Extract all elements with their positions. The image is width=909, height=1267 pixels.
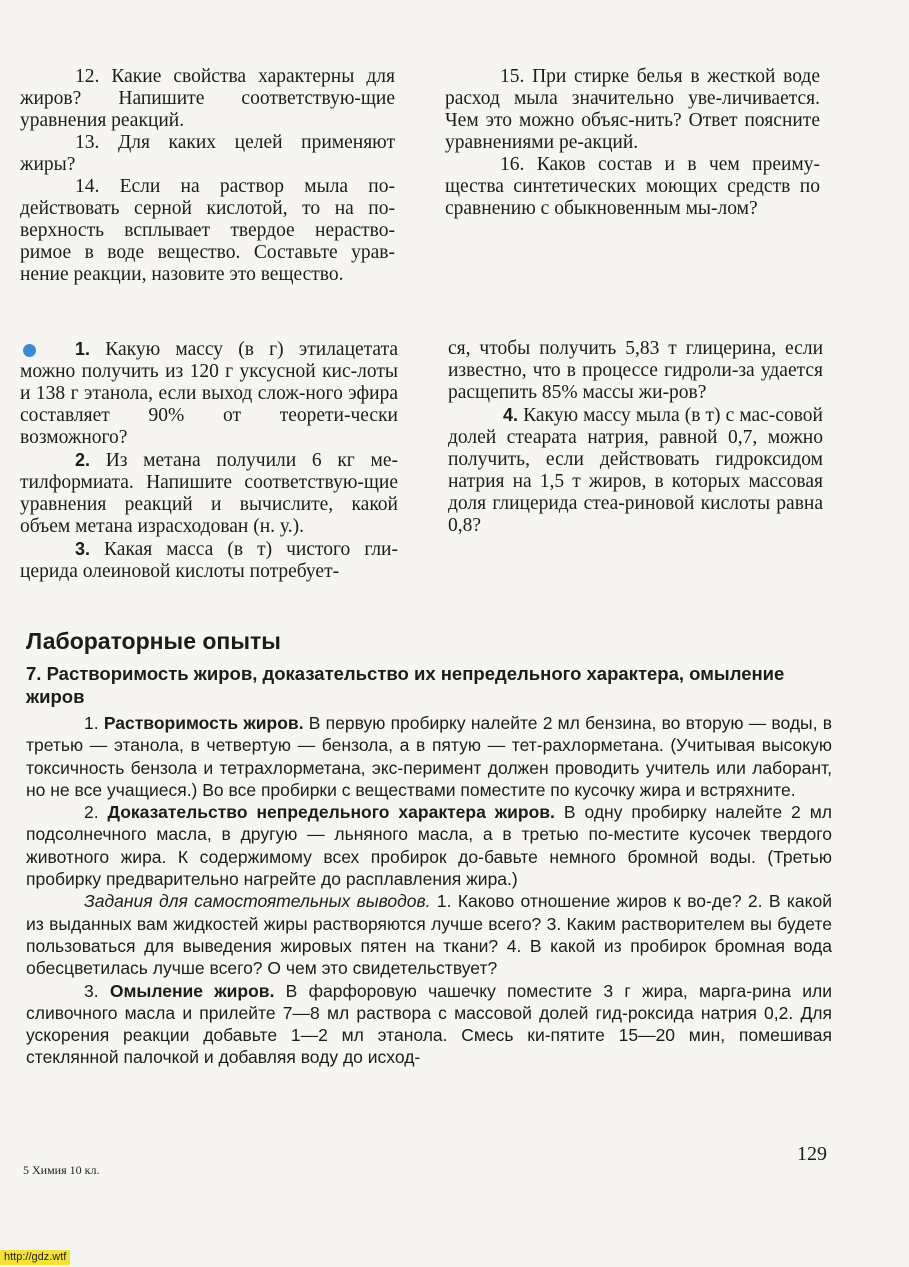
problems-right-column (448, 338, 823, 537)
paragraph-text: В фарфоровую чашечку поместите 3 г жира, марга-рина или сливочного масла и прилейте 7—8 мл раствора с массовой долей гид-роксида натрия 0,2. Для ускорения реакции добавьте 1—2 мл этанола. Смесь ки-пятите 15—20 мин, помешивая стеклянной палочкой и добавляя воду до исход- (26, 980, 832, 1068)
questions-left-column (20, 66, 395, 286)
lab-paragraph-1 (26, 712, 832, 801)
question-16: 16. Каков состав и в чем преиму-щества синтетических моющих средств по сравнению с обыкновенным мы-лом? (445, 154, 820, 219)
subheading: Доказательство непредельного характера жиров. (107, 802, 555, 823)
problem-text: Из метана получили 6 кг ме-тилформиата. Напишите соответствую-щие уравнения реакций и вычислите, какой объем метана израсходован (н. у.). (20, 450, 398, 537)
problem-1 (20, 338, 398, 449)
question-12: 12. Какие свойства характерны для жиров? Напишите соответствую-щие уравнения реакций. (20, 66, 395, 131)
problem-number: 2. (75, 450, 91, 470)
subheading: Омыление жиров. (109, 980, 275, 1001)
problem-text: ся, чтобы получить 5,83 т глицерина, если известно, что в процессе гидроли-за удается расщепить 85% массы жи-ров? (448, 338, 823, 403)
lab-section-heading: Лабораторные опыты (26, 628, 281, 654)
footer-signature: 5 Химия 10 кл. (23, 1163, 100, 1177)
page-number: 129 (797, 1143, 827, 1165)
tasks-label: Задания для самостоятельных выводов. (84, 891, 431, 912)
paragraph-text: 1. Каково отношение жиров к во-де? 2. В какой из выданных вам жидкостей жиры растворяются лучше всего? 3. Каким растворителем вы будете пользоваться для выведения жировых пятен на ткани? 4. В какой из пробирок бромная вода обесцветилась лучше всего? О чем это свидетельствует? (26, 891, 833, 979)
lab-paragraph-3 (26, 980, 832, 1069)
problem-3-continued (448, 338, 823, 404)
problem-4 (448, 404, 823, 537)
experiment-title: 7. Растворимость жиров, доказательство их непредельного характера, омыление жиров (26, 663, 785, 707)
paragraph-text: В одну пробирку налейте 2 мл подсолнечного масла, в другую — льняного масла, а в третью по-местите кусочек твердого животного жира. К содержимому всех пробирок до-бавьте немного бромной воды. (Третью пробирку предварительно нагрейте до расплавления жира.) (26, 802, 832, 890)
lab-body (26, 712, 832, 1069)
problems-left-column (20, 338, 398, 583)
item-number: 2. (84, 802, 108, 823)
questions-right-column (445, 66, 820, 220)
paragraph-text: В первую пробирку налейте 2 мл бензина, во вторую — воды, в третью — этанола, в четвертую — бензола, а в пятую — тет-рахлорметана. (Учитывая высокую токсичность бензола и тетрахлорметана, экс-перимент должен проводить учитель или лаборант, но не все учащиеся.) Во все пробирки с веществами поместите по кусочку жира и встряхните. (26, 713, 832, 800)
problem-text: Какую массу (в г) этилацетата можно получить из 120 г уксусной кис-лоты и 138 г этанола, если выход слож-ного эфира составляет 90% от теорети-чески возможного? (20, 339, 398, 448)
question-13: 13. Для каких целей применяют жиры? (20, 132, 395, 175)
problem-3 (20, 538, 398, 583)
lab-paragraph-2 (26, 801, 832, 890)
problem-number: 3. (75, 539, 91, 559)
question-15: 15. При стирке белья в жесткой воде расход мыла значительно уве-личивается. Чем это можно объяс-нить? Ответ поясните уравнениями ре-акций. (445, 66, 820, 153)
problem-number: 4. (503, 405, 519, 425)
problem-text: Какую массу мыла (в т) с мас-совой долей стеарата натрия, равной 0,7, можно получить, если действовать гидроксидом натрия на 1,5 т жиров, в которых массовая доля глицерида стеа-риновой кислоты равна 0,8? (448, 405, 823, 536)
subheading: Растворимость жиров. (103, 713, 304, 733)
problem-text: Какая масса (в т) чистого гли-церида олеиновой кислоты потребует- (20, 539, 398, 582)
watermark-link[interactable]: http://gdz.wtf (0, 1250, 70, 1265)
lab-paragraph-tasks (26, 890, 832, 979)
item-number: 3. (84, 980, 110, 1001)
problem-2 (20, 449, 398, 538)
question-14: 14. Если на раствор мыла по-действовать серной кислотой, то на по-верхность всплывает твердое нераство-римое в воде вещество. Составьте урав-нение реакции, назовите это вещество. (20, 176, 395, 285)
problem-number: 1. (75, 339, 91, 359)
item-number: 1. (84, 713, 104, 733)
